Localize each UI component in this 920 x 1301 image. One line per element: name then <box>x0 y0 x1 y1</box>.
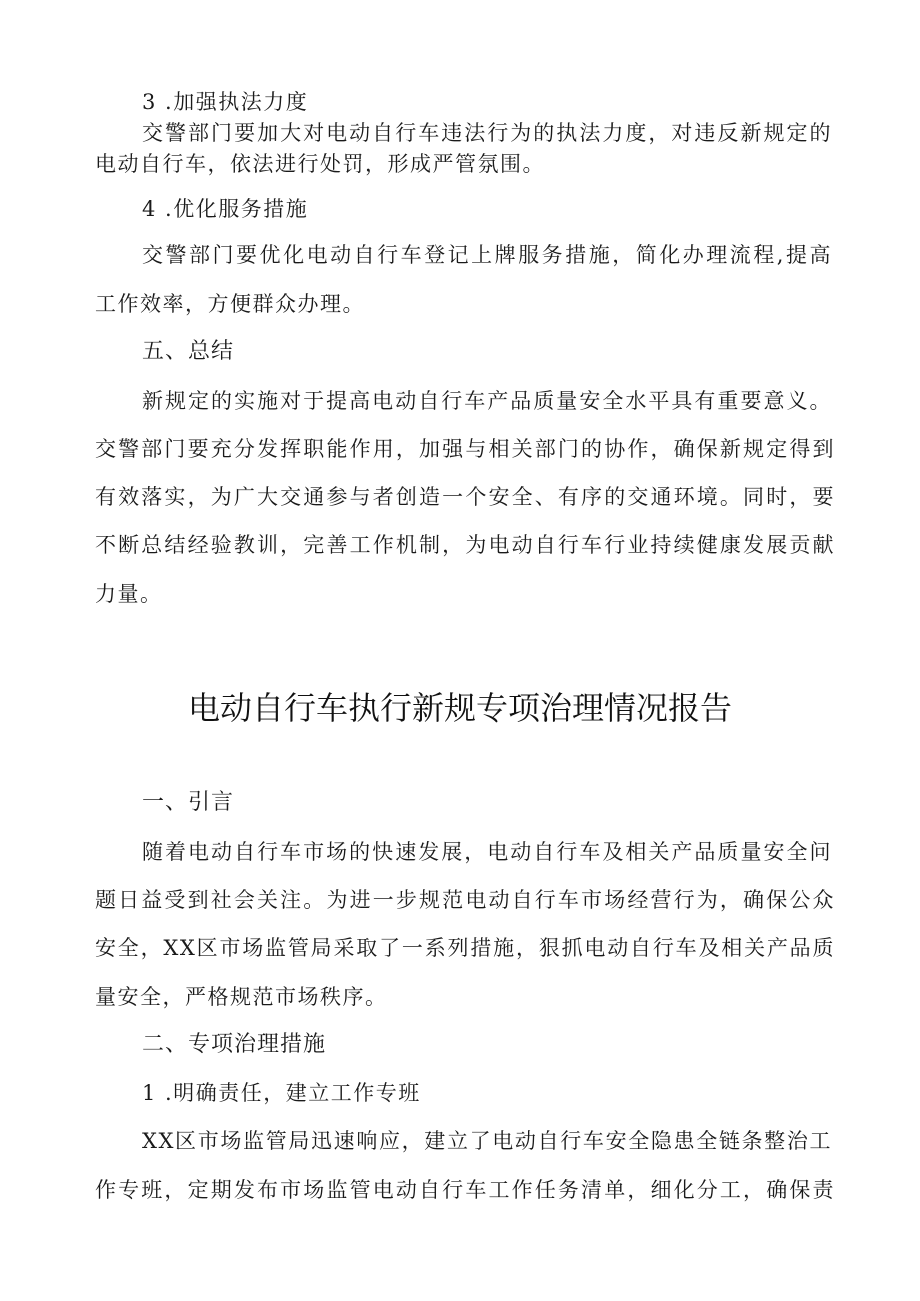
intro-line2: 题日益受到社会关注。为进一步规范电动自行车市场经营行为，确保公众 <box>95 888 835 912</box>
intro-line1: 随着电动自行车市场的快速发展，电动自行车及相关产品质量安全问 <box>142 840 832 864</box>
item1-body-line2: 作专班，定期发布市场监管电动自行车工作任务清单，细化分工，确保责 <box>95 1178 835 1202</box>
item3-body-line2: 电动自行车，依法进行处罚，形成严管氛围。 <box>95 152 545 176</box>
summary-line3: 有效落实，为广大交通参与者创造一个安全、有序的交通环境。同时，要 <box>95 485 835 509</box>
section2-heading: 二、专项治理措施 <box>142 1032 327 1057</box>
summary-line2: 交警部门要充分发挥职能作用，加强与相关部门的协作，确保新规定得到 <box>95 437 835 461</box>
item3-heading: 3 .加强执法力度 <box>142 90 309 114</box>
report-title: 电动自行车执行新规专项治理情况报告 <box>187 689 732 727</box>
summary-line1: 新规定的实施对于提高电动自行车产品质量安全水平具有重要意义。 <box>142 389 832 413</box>
section5-heading: 五、总结 <box>142 339 235 364</box>
intro-line4: 量安全，严格规范市场秩序。 <box>95 985 388 1009</box>
item1-heading: 1 .明确责任，建立工作专班 <box>142 1081 421 1105</box>
summary-line5: 力量。 <box>95 582 163 606</box>
intro-line3: 安全，XX区市场监管局采取了一系列措施，狠抓电动自行车及相关产品质 <box>95 936 835 960</box>
item4-body-line1: 交警部门要优化电动自行车登记上牌服务措施，简化办理流程,提高 <box>142 243 832 267</box>
section1-heading: 一、引言 <box>142 790 235 815</box>
item1-body-line1: XX区市场监管局迅速响应，建立了电动自行车安全隐患全链条整治工 <box>142 1129 832 1153</box>
item3-body-line1: 交警部门要加大对电动自行车违法行为的执法力度，对违反新规定的 <box>142 121 832 145</box>
item4-body-line2: 工作效率，方便群众办理。 <box>95 292 365 316</box>
summary-line4: 不断总结经验教训，完善工作机制，为电动自行车行业持续健康发展贡献 <box>95 533 835 557</box>
item4-heading: 4 .优化服务措施 <box>142 197 309 221</box>
